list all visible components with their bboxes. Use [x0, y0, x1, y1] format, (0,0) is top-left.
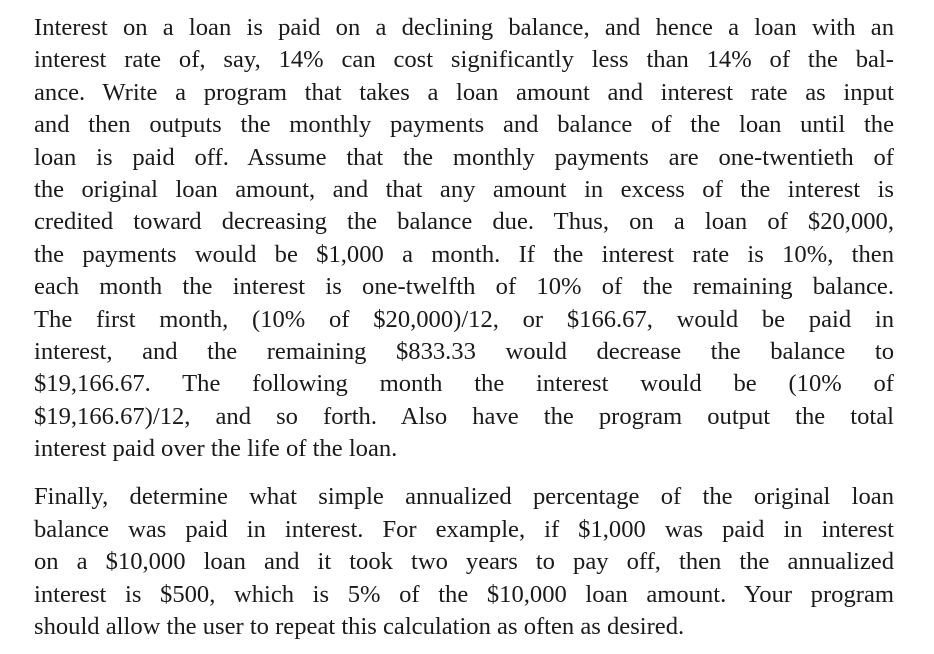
text-line: each month the interest is one-twelfth of 10% of the remaining balance. [34, 273, 894, 301]
text-line: interest is $500, which is 5% of the $10,000 loan amount. Your program [34, 580, 894, 608]
text-line: Interest on a loan is paid on a declining balance, and hence a loan with an [34, 14, 894, 41]
text-line: $19,166.67. The following month the interest would be (10% of [34, 370, 894, 398]
paragraph-1 [34, 12, 894, 465]
text-line: ance. Write a program that takes a loan amount and interest rate as input [34, 78, 894, 106]
text-line: the original loan amount, and that any amount in excess of the interest is [34, 175, 894, 203]
document-page [34, 12, 894, 643]
text-line: Finally, determine what simple annualized percentage of the original loan [34, 483, 894, 511]
text-line: loan is paid off. Assume that the monthly payments are one-twentieth of [34, 143, 894, 171]
paragraph-2 [34, 481, 894, 643]
text-line: should allow the user to repeat this calculation as often as desired. [34, 613, 685, 641]
text-line: and then outputs the monthly payments and balance of the loan until the [34, 111, 894, 139]
text-line: the payments would be $1,000 a month. If the interest rate is 10%, then [34, 240, 894, 268]
text-line: on a $10,000 loan and it took two years to pay off, then the annualized [34, 548, 894, 576]
text-line: interest paid over the life of the loan. [34, 435, 398, 463]
text-line: The first month, (10% of $20,000)/12, or $166.67, would be paid in [34, 305, 894, 333]
text-line: balance was paid in interest. For example, if $1,000 was paid in interest [34, 515, 894, 543]
text-line: $19,166.67)/12, and so forth. Also have the program output the total [34, 402, 894, 430]
text-line: interest rate of, say, 14% can cost significantly less than 14% of the bal- [34, 46, 894, 74]
text-line: interest, and the remaining $833.33 would decrease the balance to [34, 337, 894, 365]
text-line: credited toward decreasing the balance due. Thus, on a loan of $20,000, [34, 208, 894, 236]
